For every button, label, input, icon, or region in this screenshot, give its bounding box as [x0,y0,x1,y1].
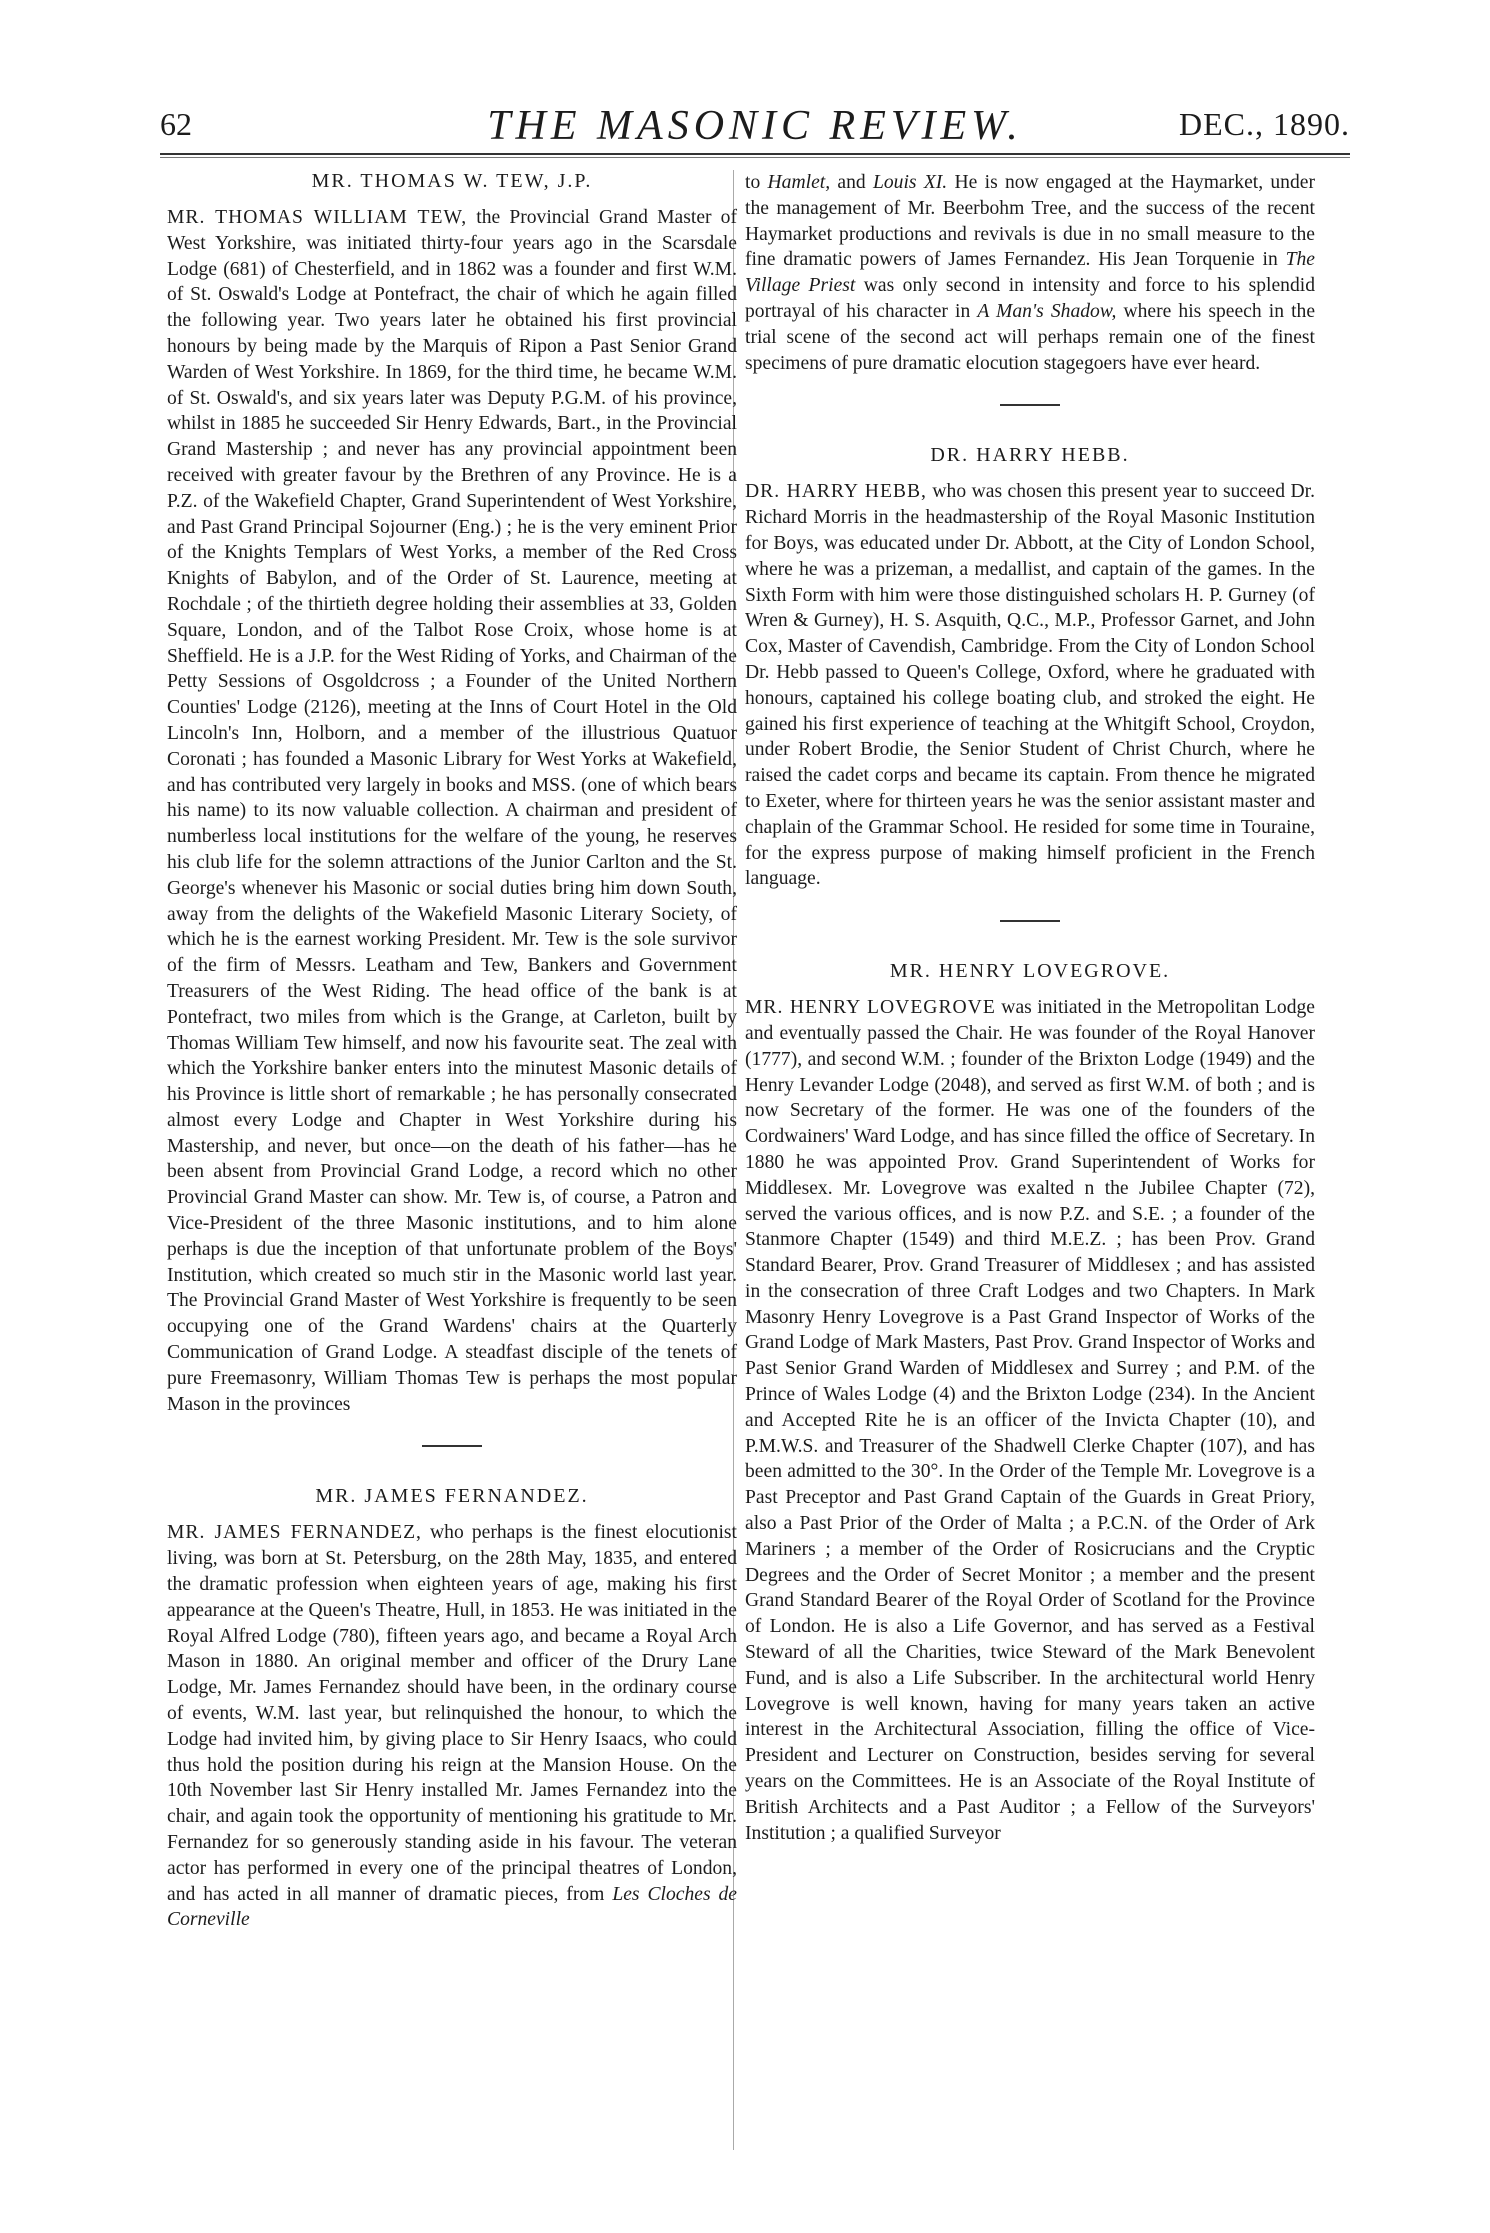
article-lovegrove [745,960,1315,1846]
journal-title: THE MASONIC REVIEW. [487,103,1023,149]
left-column [167,170,737,1933]
article-text: and [837,172,866,193]
article-text: was only second in intensity and force to his splendid portrayal of his character in [745,275,1315,322]
article-heading: MR. JAMES FERNANDEZ. [315,1485,589,1508]
section-separator [422,1445,482,1447]
article-text: who perhaps is the finest elocutionist living, was born at St. Petersburg, on the 28th May, 1835, and entered the dramatic profession when eighteen years of age, making his first appearance at the Queen's Theatre, Hull, in 1853. He was initiated in the Royal Alfred Lodge (780), fifteen years ago, and became a Royal Arch Mason in 1880. An original member and officer of the Drury Lane Lodge, Mr. James Fernandez should have been, in the ordinary course of events, W.M. last year, but relinquished the honour, to which the Lodge had invited him, by giving place to Sir Henry Isaacs, who could thus hold the position during his reign at the Mansion House. On the 10th November last Sir Henry installed Mr. James Fernandez into the chair, and again took the opportunity of mentioning his gratitude to Mr. Fernandez for so generously standing aside in his favour. The veteran actor has performed in every one of the principal theatres of London, and has acted in all manner of dramatic pieces, from [167,1522,737,1905]
article-continuation [745,170,1315,376]
play-title: Hamlet, [767,172,831,193]
article-text: who was chosen this present year to succeed Dr. Richard Morris in the headmastership of the Royal Masonic Institution for Boys, was educated under Dr. Abbott, at the City of London School, where he was a prizeman, a medallist, and captain of the games. In the Sixth Form with him were those distinguished scholars H. P. Gurney (of Wren & Gurney), H. S. Asquith, Q.C., M.P., Professor Garnet, and John Cox, Master of Cavendish, Cambridge. From the City of London School Dr. Hebb passed to Queen's College, Oxford, where he graduated with honours, captained his college boating club, and stroked the eight. He gained his first experience of teaching at the Whitgift School, Croydon, under Robert Brodie, the Senior Student of Christ Church, where he raised the cadet corps and became its captain. From thence he migrated to Exeter, where for thirteen years he was the senior assistant master and chaplain of the Grammar School. He resided for some time in Touraine, for the express purpose of making himself proficient in the French language. [745,481,1315,890]
play-title: The Village Priest [745,249,1315,297]
play-title: Les Cloches de Corneville [167,1883,737,1931]
article-heading: MR. HENRY LOVEGROVE. [889,960,1171,983]
play-title: A Man's Shadow, [977,300,1117,322]
article-heading: DR. HARRY HEBB. [930,444,1130,467]
article-fernandez [167,1485,737,1933]
article-text: the Provincial Grand Master of West Yorkshire, was initiated thirty-four years ago in the Scarsdale Lodge (681) of Chesterfield, and in 1862 was a founder and first W.M. of St. Oswald's Lodge at Pontefract, the chair of which he again filled the following year. Two years later he obtained his first provincial honours by being made by the Marquis of Ripon a Past Senior Grand Warden of West Yorkshire. In 1869, for the third time, he became W.M. of St. Oswald's, and six years later was Deputy P.G.M. of his province, whilst in 1885 he succeeded Sir Henry Edwards, Bart., in the Provincial Grand Mastership ; and never has any provincial appointment been received with greater favour by the Brethren of any Province. He is a P.Z. of the Wakefield Chapter, Grand Superintendent of West Yorkshire, and Past Grand Principal Sojourner (Eng.) ; he is the very eminent Prior of the Knights Templars of West Yorks, a member of the Red Cross Knights of Babylon, and of the Order of St. Laurence, meeting at Rochdale ; of the thirtieth degree holding their assemblies at 33, Golden Square, London, and of the Talbot Rose Croix, whose home is at Sheffield. He is a J.P. for the West Riding of Yorks, and Chairman of the Petty Sessions of Osgoldcross ; a Founder of the United Northern Counties' Lodge (2126), meeting at the Inns of Court Hotel in the Old Lincoln's Inn, Holborn, and a member of the illustrious Quatuor Coronati ; has founded a Masonic Library for West Yorks at Wakefield, and has contributed very largely in books and MSS. (one of which bears his name) to its now valuable collection. A chairman and president of numberless local institutions for the welfare of the young, he reserves his club life for the solemn attractions of the Junior Carlton and the St. George's whenever his Masonic or social duties bring him down South, away from the delights of the Wakefield Masonic Literary Society, of which he is the earnest working President. Mr. Tew is the sole survivor of the firm of Messrs. Leatham and Tew, Bankers and Government Treasurers of the West Riding. The head office of the bank is at Pontefract, two miles from which is the Grange, at Carleton, built by Thomas William Tew himself, and now his favourite seat. The zeal with which the Yorkshire banker enters into the minutest Masonic details of his Province is little short of remarkable ; he has personally consecrated almost every Lodge and Chapter in West Yorkshire during his Mastership, and never, but once—on the death of his father—has he been absent from Provincial Grand Lodge, a record which no other Provincial Grand Master can show. Mr. Tew is, of course, a Patron and Vice-President of the three Masonic institutions, and to him alone perhaps is due the inception of that unfortunate problem of the Boys' Institution, which created so much stir in the Masonic world last year. The Provincial Grand Master of West Yorkshire is frequently to be seen occupying one of the Grand Wardens' chairs at the Quarterly Communication of Grand Lodge. A steadfast disciple of the tenets of pure Freemasonry, William Thomas Tew is perhaps the most popular Mason in the provinces [167,207,738,1415]
article-text: where his speech in the trial scene of the second act will perhaps remain one of the finest specimens of pure dramatic elocution stagegoers have ever heard. [745,300,1316,374]
article-text: was initiated in the Metropolitan Lodge and eventually passed the Chair. He was founder of the Royal Hanover (1777), and second W.M. ; founder of the Brixton Lodge (1949) and the Henry Levander Lodge (2048), and served as first W.M. of both ; and is now Secretary of the former. He was one of the founders of the Cordwainers' Ward Lodge, and has since filled the office of Secretary. In 1880 he was appointed Prov. Grand Superintendent of Works for Middlesex. Mr. Lovegrove was exalted n the Jubilee Chapter (72), served the various offices, and is now P.Z. and S.E. ; a founder of the Stanmore Chapter (1549) and third M.E.Z. ; has been Prov. Grand Standard Bearer, Prov. Grand Treasurer of Middlesex ; and has assisted in the consecration of three Craft Lodges and two Chapters. In Mark Masonry Henry Lovegrove is a Past Grand Inspector of Works of the Grand Lodge of Mark Masters, Past Prov. Grand Inspector of Works and Past Senior Grand Warden of Middlesex and Surrey ; and P.M. of the Prince of Wales Lodge (4) and the Brixton Lodge (234). In the Ancient and Accepted Rite he is an officer of the Invicta Chapter (10), and P.M.W.S. and Treasurer of the Shadwell Clerke Chapter (107), and has been admitted to the 30°. In the Order of the Temple Mr. Lovegrove is a Past Preceptor and Past Grand Captain of the Guards in Great Priory, also a Past Prior of the Order of Malta ; a P.C.N. of the Order of Ark Mariners ; a member of the Order of Rosicrucians and the Cryptic Degrees and the Order of Secret Monitor ; a member and the present Grand Standard Bearer of the Royal Order of Scotland for the Province of London. He is also a Life Governor, and has served as a Festival Steward of all the Charities, twice Steward of the Mark Benevolent Fund, and is also a Life Subscriber. In the architectural world Henry Lovegrove is well known, having for many years taken an active interest in the Architectural Association, filling the office of Vice-President and Lecturer on Construction, besides serving for several years on the Committees. He is an Associate of the Royal Institute of British Architects and a Past Auditor ; a Fellow of the Surveyors' Institution ; a qualified Surveyor [745,997,1315,1844]
article-text: to [745,172,761,193]
article-lead: MR. THOMAS WILLIAM TEW, [167,207,468,228]
article-body [167,205,737,1417]
article-tew [167,170,737,1417]
article-lead: MR. HENRY LOVEGROVE [745,997,996,1019]
article-heading: MR. THOMAS W. TEW, J.P. [311,170,593,192]
page-number: 62 [160,106,192,142]
section-separator [1000,920,1060,922]
page-header [160,98,1350,158]
section-separator [1000,404,1060,406]
article-body [745,995,1315,1846]
article-lead: DR. HARRY HEBB, [745,481,927,503]
play-title: Louis XI. [872,172,948,193]
article-lead: MR. JAMES FERNANDEZ, [167,1522,422,1544]
article-text: He is now engaged at the Haymarket, under the management of Mr. Beerbohm Tree, and the success of the recent Haymarket productions and revivals is due in no small measure to the fine dramatic powers of James Fernandez. His Jean Torquenie in [745,172,1315,271]
header-rule [160,153,1350,155]
article-body [167,1520,737,1933]
header-rule-thin [160,157,1350,158]
right-column [745,170,1315,1846]
article-hebb [745,444,1315,892]
issue-date: DEC., 1890. [1179,106,1350,142]
article-body [745,479,1315,892]
